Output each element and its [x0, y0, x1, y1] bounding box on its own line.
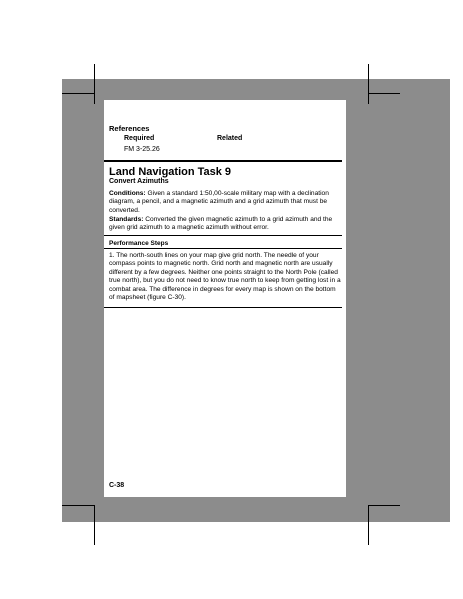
- crop-mark: [368, 505, 400, 506]
- page-content: [104, 100, 346, 497]
- page-number: C-38: [109, 482, 125, 489]
- crop-mark: [62, 505, 94, 506]
- section-rule: [104, 307, 342, 308]
- task-title: Land Navigation Task 9: [109, 166, 232, 178]
- related-column-label: Related: [217, 135, 243, 142]
- required-reference-item: FM 3-25.26: [124, 146, 160, 153]
- standards-label: Standards:: [109, 216, 144, 223]
- section-rule: [104, 248, 342, 249]
- references-heading: References: [109, 124, 150, 133]
- crop-mark: [368, 64, 369, 104]
- crop-mark: [62, 93, 94, 94]
- crop-mark: [94, 64, 95, 104]
- crop-mark: [94, 505, 95, 545]
- conditions-label: Conditions:: [109, 190, 146, 197]
- crop-mark: [368, 93, 400, 94]
- standards-text: Converted the given magnetic azimuth to a grid azimuth and the given grid azimuth to a magnetic azimuth without error.: [109, 216, 333, 232]
- required-column-label: Required: [124, 135, 155, 142]
- conditions-text: Given a standard 1:50,00-scale military map with a declination diagram, a pencil, and a magnetic azimuth and a grid azimuth that must be converted.: [109, 190, 329, 214]
- standards-paragraph: [109, 216, 341, 233]
- task-subtitle: Convert Azimuths: [109, 178, 169, 185]
- section-rule: [104, 160, 342, 162]
- performance-steps-heading: Performance Steps: [109, 240, 169, 247]
- conditions-paragraph: [109, 190, 341, 215]
- performance-step: 1. The north-south lines on your map give grid north. The needle of your compass points to magnetic north. Grid north and magnetic north are usually different by a few degrees. Neither one points straight to the North Pole (called true north), but you do not need to know true north to keep from getting lost in a combat area. The difference in degrees for every map is shown on the bottom of mapsheet (figure C-30).: [109, 252, 341, 302]
- crop-mark: [368, 505, 369, 545]
- section-rule: [104, 235, 342, 236]
